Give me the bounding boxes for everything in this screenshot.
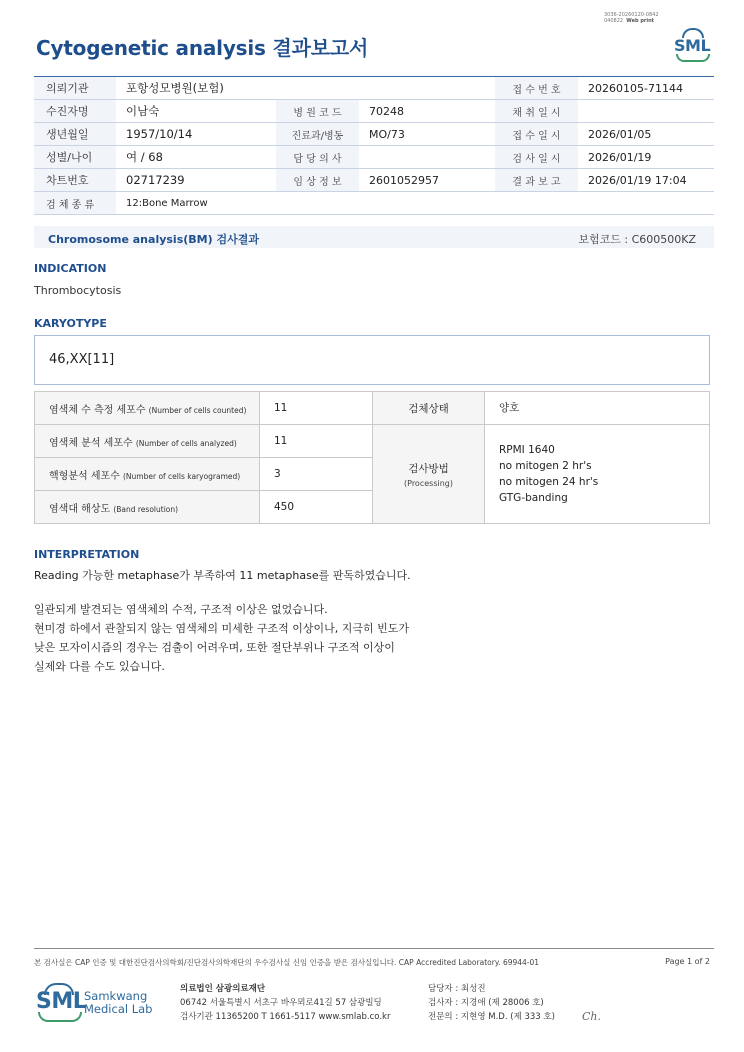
staff-line: 검사자 : 지경애 (제 28006 호)	[428, 998, 544, 1008]
info-value: 2026/01/19 17:04	[578, 169, 714, 192]
info-label: 병 원 코 드	[276, 100, 359, 123]
info-value: 02717239	[116, 169, 276, 192]
info-value: 2601052957	[359, 169, 495, 192]
info-label: 성별/나이	[34, 146, 116, 169]
info-label: 생년월일	[34, 123, 116, 146]
method-line: GTG-banding	[499, 492, 568, 504]
interpretation-line: 현미경 하에서 관찰되지 않는 염색체의 미세한 구조적 이상이나, 지극히 빈도가	[34, 622, 409, 635]
logo-text: SML	[36, 989, 87, 1014]
web-print-label: Web print	[626, 18, 655, 24]
info-label: 접 수 일 시	[495, 123, 578, 146]
info-row	[34, 77, 714, 100]
info-value: 2026/01/19	[578, 146, 714, 169]
document-id-line2: 040822	[604, 18, 624, 24]
info-value: 1957/10/14	[116, 123, 276, 146]
info-row	[34, 100, 714, 123]
info-row	[34, 146, 714, 169]
specimen-value: 12:Bone Marrow	[116, 192, 714, 215]
method-line: no mitogen 2 hr's	[499, 460, 592, 472]
interpretation-heading: INTERPRETATION	[34, 548, 140, 561]
specimen-status-value: 양호	[485, 392, 710, 425]
info-label: 접 수 번 호	[495, 77, 578, 100]
info-value: 포항성모병원(보험)	[116, 77, 495, 100]
section-header	[34, 226, 714, 248]
signature: Ch.	[582, 1010, 601, 1023]
indication-heading: INDICATION	[34, 262, 107, 275]
section-title: Chromosome analysis(BM) 검사결과	[48, 233, 259, 246]
method-line: no mitogen 24 hr's	[499, 476, 599, 488]
info-label: 검 사 일 시	[495, 146, 578, 169]
staff-info	[428, 982, 555, 1024]
info-label: 담 당 의 사	[276, 146, 359, 169]
info-value	[359, 146, 495, 169]
report-title: Cytogenetic analysis 결과보고서	[36, 36, 369, 60]
cell-count-table	[34, 391, 710, 524]
karyotype-value: 46,XX[11]	[49, 352, 115, 367]
specimen-status-label: 검체상태	[373, 392, 485, 425]
info-value: 2026/01/05	[578, 123, 714, 146]
staff-line: 담당자 : 최성진	[428, 984, 486, 994]
org-name: 의료법인 삼광의료재단	[180, 984, 266, 994]
karyotype-heading: KARYOTYPE	[34, 317, 107, 330]
interpretation-line: 실제와 다를 수도 있습니다.	[34, 660, 165, 673]
cells-karyogramed-value: 3	[260, 458, 373, 491]
method-label: 검사방법 (Processing)	[373, 425, 485, 524]
interpretation-line: 낮은 모자이시즘의 경우는 검출이 어려우며, 또한 절단부위나 구조적 이상이	[34, 641, 395, 654]
table-row	[35, 392, 710, 425]
indication-text: Thrombocytosis	[34, 284, 122, 297]
cells-karyogramed-label: 핵형분석 세포수 (Number of cells karyogramed)	[35, 458, 260, 491]
sml-logo	[674, 26, 714, 64]
cells-counted-label: 염색체 수 측정 세포수 (Number of cells counted)	[35, 392, 260, 425]
info-row	[34, 169, 714, 192]
info-label: 차트번호	[34, 169, 116, 192]
info-label: 채 취 일 시	[495, 100, 578, 123]
info-value	[578, 100, 714, 123]
method-line: RPMI 1640	[499, 444, 555, 456]
document-id	[604, 12, 659, 24]
logo-name: Samkwang Medical Lab	[84, 989, 153, 1016]
page-number: Page 1 of 2	[665, 957, 710, 966]
info-row	[34, 123, 714, 146]
staff-line: 전문의 : 지현영 M.D. (제 333 호)	[428, 1012, 555, 1022]
interpretation-line: 일관되게 발견되는 염색체의 수적, 구조적 이상은 없었습니다.	[34, 603, 328, 616]
cells-analyzed-value: 11	[260, 425, 373, 458]
info-value: 70248	[359, 100, 495, 123]
table-row	[35, 425, 710, 458]
logo-arc-bottom	[676, 54, 710, 62]
info-label: 수진자명	[34, 100, 116, 123]
logo-text: SML	[674, 36, 711, 55]
info-value: MO/73	[359, 123, 495, 146]
info-row-specimen	[34, 192, 714, 215]
footer-divider	[34, 948, 714, 949]
samkwang-logo	[36, 982, 166, 1026]
insurance-code: 보험코드 : C600500KZ	[578, 233, 696, 246]
patient-info-table	[34, 76, 714, 215]
document-id-line1: 3036-20260120-0842	[604, 12, 659, 18]
specimen-label: 검 체 종 류	[34, 192, 116, 215]
band-resolution-label: 염색대 해상도 (Band resolution)	[35, 491, 260, 524]
band-resolution-value: 450	[260, 491, 373, 524]
info-value: 20260105-71144	[578, 77, 714, 100]
info-label: 임 상 정 보	[276, 169, 359, 192]
org-contact: 검사기관 11365200 T 1661-5117 www.smlab.co.kr	[180, 1012, 391, 1022]
info-label: 진료과/병동	[276, 123, 359, 146]
interpretation-line: Reading 가능한 metaphase가 부족하여 11 metaphase를 판독하였습니다.	[34, 569, 411, 582]
info-value: 이남숙	[116, 100, 276, 123]
cells-counted-value: 11	[260, 392, 373, 425]
organization-info	[180, 982, 390, 1024]
org-address: 06742 서울특별시 서초구 바우뫼로41길 57 삼광빌딩	[180, 998, 382, 1008]
accreditation-note: 본 검사실은 CAP 인증 및 대한진단검사의학회/진단검사의학재단의 우수검사실 신임 인증을 받은 검사실입니다. CAP Accredited Laboratory. 69944-01	[34, 958, 540, 967]
info-label: 결 과 보 고	[495, 169, 578, 192]
logo-arc-bottom	[38, 1012, 82, 1022]
method-value	[485, 425, 710, 524]
info-label: 의뢰기관	[34, 77, 116, 100]
info-value: 여 / 68	[116, 146, 276, 169]
interpretation-paragraph	[34, 600, 409, 676]
karyotype-box	[34, 335, 710, 385]
cells-analyzed-label: 염색체 분석 세포수 (Number of cells analyzed)	[35, 425, 260, 458]
